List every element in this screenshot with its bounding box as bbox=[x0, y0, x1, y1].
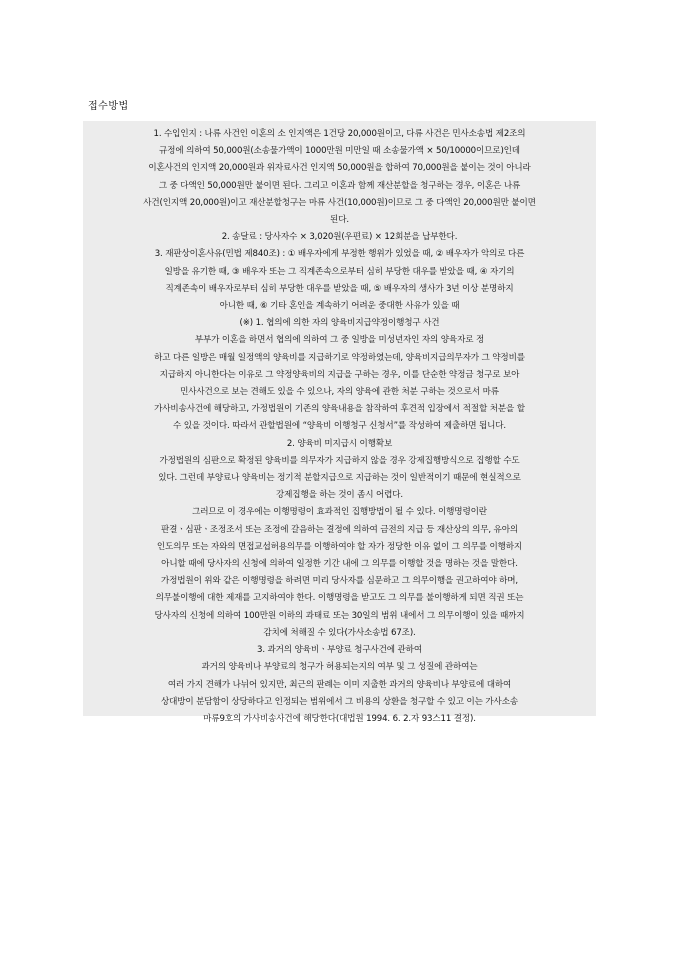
text-line: 판결ㆍ심판ㆍ조정조서 또는 조정에 갈음하는 결정에 의하여 금전의 지급 등 재산상의 의무, 유아의 bbox=[160, 524, 519, 535]
text-line: 2. 양육비 미지급시 이행확보 bbox=[286, 438, 393, 449]
text-line: 당사자의 신청에 의하여 100만원 이하의 과태료 또는 30일의 범위 내에서 그 의무이행이 있을 때까지 bbox=[154, 610, 525, 621]
text-line: 가정법원이 위와 같은 이행명령을 하려면 미리 당사자를 심문하고 그 의무이행을 권고하여야 하며, bbox=[160, 576, 519, 587]
text-line: 일방을 유기한 때, ③ 배우자 또는 그 직계존속으로부터 심히 부당한 대우를 받았을 때, ④ 자기의 bbox=[164, 266, 515, 277]
text-line: 직계존속이 배우자로부터 심히 부당한 대우를 받았을 때, ⑤ 배우자의 생사가 3년 이상 분명하지 bbox=[165, 283, 514, 294]
text-line: 2. 송달료 : 당사자수 × 3,020원(우편료) × 12회분을 납부한다. bbox=[221, 232, 458, 243]
text-line: 사건(인지액 20,000원)이고 재산분할청구는 마류 사건(10,000원)이므로 그 중 다액인 20,000원만 붙이면 bbox=[143, 197, 536, 208]
text-line: 강제집행을 하는 것이 좀시 어렵다. bbox=[275, 490, 404, 501]
text-line: (※) 1. 협의에 의한 자의 양육비지급약정이행청구 사건 bbox=[239, 318, 440, 329]
text-line: 3. 과거의 양육비ㆍ부양료 청구사건에 관하여 bbox=[257, 645, 422, 656]
text-line: 가사비송사건에 해당하고, 가정법원이 기존의 양육내용을 참작하여 후견적 입장에서 적절할 처분을 할 bbox=[154, 404, 525, 415]
text-line: 1. 수입인지 : 나류 사건인 이혼의 소 인지액은 1건당 20,000원이고, 다류 사건은 민사소송법 제2조의 bbox=[153, 129, 526, 139]
text-line: 의무불이행에 대한 제재를 고지하여야 한다. 이행명령을 받고도 그 의무를 불이행하게 되면 직권 또는 bbox=[155, 593, 524, 604]
text-line: 3. 재판상이혼사유(민법 제840조) : ① 배우자에게 부정한 행위가 있었을 때, ② 배우자가 악의로 다른 bbox=[154, 249, 525, 260]
text-line: 과거의 양육비나 부양료의 청구가 허용되는지의 여부 및 그 성질에 관하여는 bbox=[201, 662, 478, 673]
text-line: 민사사건으로 보는 견해도 있을 수 있으나, 자의 양육에 관한 처분 구하는 것으로서 마류 bbox=[180, 387, 499, 398]
text-line: 가정법원의 심판으로 확정된 양육비를 의무자가 지급하지 않을 경우 강제집행방식으로 집행할 수도 bbox=[159, 455, 520, 466]
text-line: 아니한 때, ⑥ 기타 혼인을 계속하기 어려운 중대한 사유가 있을 때 bbox=[219, 301, 460, 312]
text-line: 이혼사건의 인지액 20,000원과 위자료사건 인지액 50,000원을 합하여 70,000원을 붙이는 것이 아니라 bbox=[148, 163, 531, 174]
content-box bbox=[83, 121, 596, 724]
text-line: 그러므로 이 경우에는 이행명령이 효과적인 집행방법이 될 수 있다. 이행명령이란 bbox=[192, 507, 487, 518]
text-line: 하고 다른 일방은 매월 일정액의 양육비를 지급하기로 약정하였는데, 양육비지급의무자가 그 약정비를 bbox=[154, 352, 525, 363]
page-heading: 접수방법 bbox=[88, 101, 129, 112]
text-line: 수 있을 것이다. 따라서 관할법원에 “양육비 이행청구 신청서”를 작성하여 제출하면 됩니다. bbox=[172, 421, 507, 432]
text-line: 규정에 의하여 50,000원(소송물가액이 1000만원 미만일 때 소송물가액 × 50/10000이므로)인데 bbox=[159, 146, 520, 157]
text-line: 지급하지 아니한다는 이유로 그 약정양육비의 지급을 구하는 경우, 이를 단순한 약정금 청구로 보아 bbox=[159, 369, 520, 380]
text-line: 된다. bbox=[330, 215, 349, 226]
text-line: 상대방이 분담함이 상당하다고 인정되는 범위에서 그 비용의 상환을 청구할 수 있고 이는 가사소송 bbox=[160, 696, 519, 707]
text-line: 부부가 이혼을 하면서 협의에 의하여 그 중 일방을 미성년자인 자의 양육자로 정 bbox=[194, 335, 485, 346]
text-line: 감치에 처해질 수 있다(가사소송법 67조). bbox=[263, 627, 416, 638]
text-line: 여러 가지 견해가 나뉘어 있지만, 최근의 판례는 이미 지출한 과거의 양육비나 부양료에 대하여 bbox=[167, 679, 512, 690]
text-line: 있다. 그런데 부양료나 양육비는 정기적 분할지급으로 지급하는 것이 일반적이기 때문에 현실적으로 bbox=[158, 473, 521, 484]
text-line: 아니할 때에 당사자의 신청에 의하여 일정한 기간 내에 그 의무를 이행할 것을 명하는 것을 말한다. bbox=[161, 559, 518, 570]
text-line: 그 중 다액인 50,000원만 붙이면 된다. 그리고 이혼과 함께 재산분할을 청구하는 경우, 이혼은 나류 bbox=[158, 180, 521, 191]
text-line: 마류9호의 가사비송사건에 해당한다(대법원 1994. 6. 2.자 93스11 결정). bbox=[203, 713, 476, 724]
text-line: 인도의무 또는 자와의 면접교섭허용의무를 이행하여야 할 자가 정당한 이유 없이 그 의무를 이행하지 bbox=[156, 541, 523, 552]
